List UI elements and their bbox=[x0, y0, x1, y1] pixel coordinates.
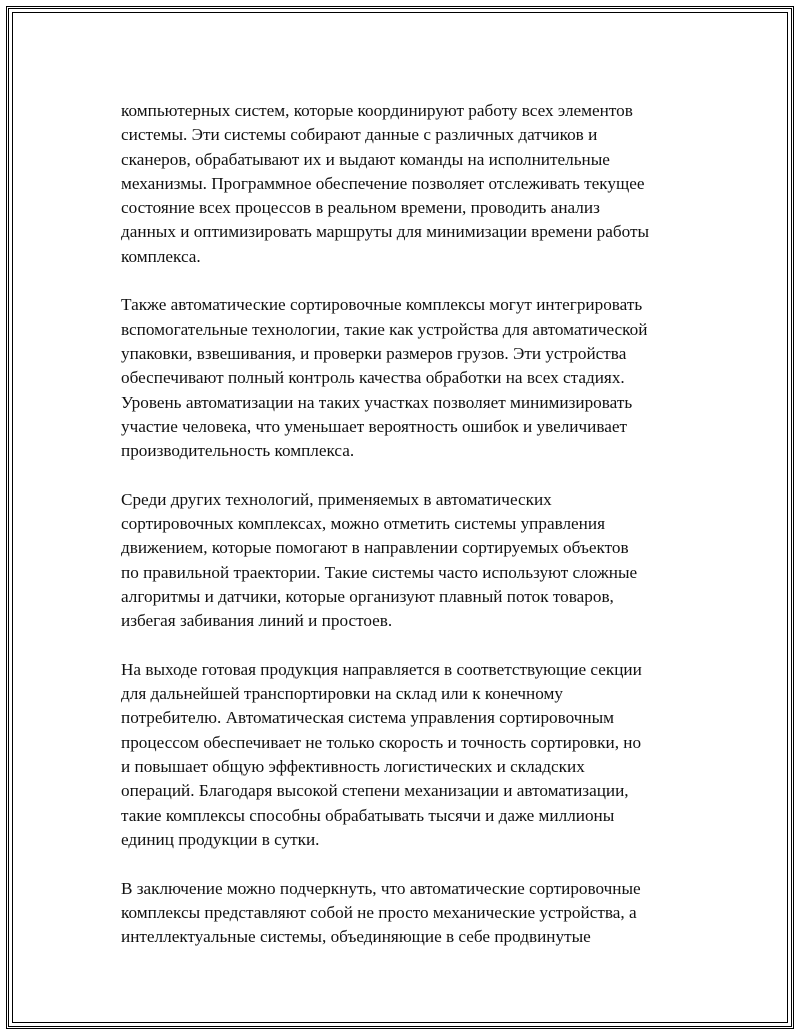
text-line: избегая забивания линий и простоев. bbox=[121, 611, 393, 631]
text-line: интеллектуальные системы, объединяющие в себе продвинутые bbox=[121, 927, 591, 947]
text-line: механизмы. Программное обеспечение позволяет отслеживать текущее bbox=[121, 173, 645, 193]
text-line: системы. Эти системы собирают данные с различных датчиков и bbox=[121, 125, 598, 145]
text-line: и повышает общую эффективность логистических и складских bbox=[121, 757, 585, 777]
text-line: такие комплексы способны обрабатывать тысячи и даже миллионы bbox=[121, 805, 615, 825]
document-body bbox=[121, 99, 711, 974]
text-line: комплекса. bbox=[121, 246, 201, 266]
text-line: комплексы представляют собой не просто механические устройства, а bbox=[121, 902, 637, 922]
text-line: потребителю. Автоматическая система управления сортировочным bbox=[121, 708, 615, 728]
paragraph-3 bbox=[121, 488, 711, 634]
text-line: участие человека, что уменьшает вероятность ошибок и увеличивает bbox=[121, 416, 627, 436]
text-line: На выходе готовая продукция направляется в соответствующие секции bbox=[121, 659, 642, 679]
text-line: сканеров, обрабатывают их и выдают команды на исполнительные bbox=[121, 149, 610, 169]
text-line: единиц продукции в сутки. bbox=[121, 829, 320, 849]
text-line: движением, которые помогают в направлении сортируемых объектов bbox=[121, 538, 629, 558]
paragraph-4 bbox=[121, 658, 711, 852]
paragraph-1 bbox=[121, 99, 711, 269]
text-line: Среди других технологий, применяемых в автоматических bbox=[121, 489, 552, 509]
text-line: В заключение можно подчеркнуть, что автоматические сортировочные bbox=[121, 878, 641, 898]
text-line: производительность комплекса. bbox=[121, 441, 355, 461]
text-line: процессом обеспечивает не только скорость и точность сортировки, но bbox=[121, 732, 642, 752]
text-line: Уровень автоматизации на таких участках позволяет минимизировать bbox=[121, 392, 633, 412]
text-line: Также автоматические сортировочные комплексы могут интегрировать bbox=[121, 295, 643, 315]
paragraph-2 bbox=[121, 293, 711, 463]
text-line: для дальнейшей транспортировки на склад или к конечному bbox=[121, 684, 563, 704]
text-line: по правильной траектории. Такие системы часто используют сложные bbox=[121, 562, 638, 582]
text-line: компьютерных систем, которые координируют работу всех элементов bbox=[121, 101, 633, 120]
text-line: состояние всех процессов в реальном времени, проводить анализ bbox=[121, 198, 600, 218]
text-line: сортировочных комплексах, можно отметить системы управления bbox=[121, 514, 605, 534]
text-line: вспомогательные технологии, такие как устройства для автоматической bbox=[121, 319, 648, 339]
text-line: операций. Благодаря высокой степени механизации и автоматизации, bbox=[121, 781, 629, 801]
page-frame bbox=[6, 6, 794, 1029]
text-line: упаковки, взвешивания, и проверки размеров грузов. Эти устройства bbox=[121, 343, 627, 363]
text-line: алгоритмы и датчики, которые организуют плавный поток товаров, bbox=[121, 586, 614, 606]
paragraph-5 bbox=[121, 877, 711, 950]
text-line: обеспечивают полный контроль качества обработки на всех стадиях. bbox=[121, 368, 625, 388]
text-line: данных и оптимизировать маршруты для минимизации времени работы bbox=[121, 222, 650, 242]
